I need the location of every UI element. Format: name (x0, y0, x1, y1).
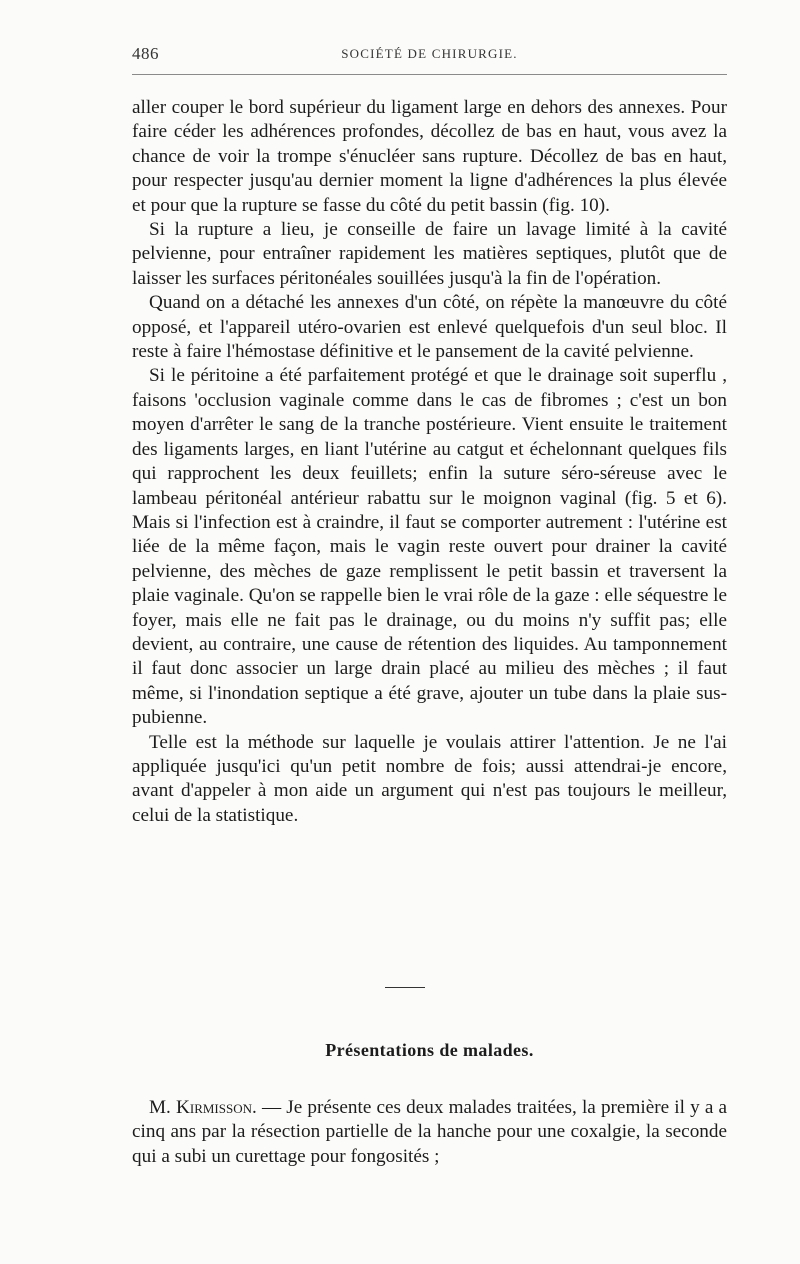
section-heading: Présentations de malades. (325, 1040, 534, 1060)
section-separator-rule (385, 987, 425, 988)
paragraph-5: Telle est la méthode sur laquelle je voulais attirer l'attention. Je ne l'ai appliquée jusqu'ici qu'un petit nombre de fois; aussi attendrai-je encore, avant d'appeler à mon aide un argument qui n'est pas toujours le meilleur, celui de la statistique. (132, 731, 727, 826)
running-head (132, 44, 727, 68)
section-text (132, 1096, 727, 1169)
speaker-name: M. Kirmisson. (149, 1097, 257, 1118)
paragraph-6 (132, 1096, 727, 1169)
paragraph-1: aller couper le bord supérieur du ligament large en dehors des annexes. Pour faire céder les adhérences profondes, décollez de bas en haut, vous avez la chance de voir la trompe s'énucléer sans rupture. Décollez de bas en haut, pour respecter jusqu'au dernier moment la ligne d'adhérences la plus élevée et pour que la rupture se fasse du côté du petit bassin (fig. 10). (132, 97, 727, 216)
page-number: 486 (132, 44, 159, 63)
body-text (132, 96, 727, 828)
speaker-statement: — Je présente ces deux malades traitées, la première il y a a cinq ans par la résection partielle de la hanche pour une coxalgie, la seconde qui a subi un curettage pour fongosités ; (132, 1097, 728, 1167)
paragraph-2: Si la rupture a lieu, je conseille de faire un lavage limité à la cavité pelvienne, pour entraîner rapidement les matières septiques, plutôt que de laisser les surfaces péritonéales souillées jusqu'à la fin de l'opération. (132, 219, 727, 289)
header-rule (132, 74, 727, 75)
running-title: SOCIÉTÉ DE CHIRURGIE. (341, 46, 518, 61)
paragraph-3: Quand on a détaché les annexes d'un côté, on répète la manœuvre du côté opposé, et l'appareil utéro-ovarien est enlevé quelquefois d'un seul bloc. Il reste à faire l'hémostase définitive et le pansement de la cavité pelvienne. (132, 292, 727, 363)
paragraph-4: Si le péritoine a été parfaitement protégé et que le drainage soit superflu , faisons 'occlusion vaginale comme dans le cas de fibromes ; c'est un bon moyen d'arrêter le sang de la tranche postérieure. Vient ensuite le traitement des ligaments larges, en liant l'utérine au catgut et échelonnant quelques fils qui rapprochent les deux feuillets; enfin la suture séro-séreuse avec le lambeau péritonéal antérieur rabattu sur le moignon vaginal (fig. 5 et 6). Mais si l'infection est à craindre, il faut se comporter autrement : l'utérine est liée de la même façon, mais le vagin reste ouvert pour drainer la cavité pelvienne, des mèches de gaze remplissent le petit bassin et traversent la plaie vaginale. Qu'on se rappelle bien le vrai rôle de la gaze : elle séquestre le foyer, mais elle ne fait pas le drainage, ou du moins n'y suffit pas; elle devient, au contraire, une cause de rétention des liquides. Au tamponnement il faut donc associer un large drain placé au milieu des mèches ; il faut même, si l'inondation septique a été grave, ajouter un tube dans la plaie sus-pubienne. (132, 365, 727, 729)
